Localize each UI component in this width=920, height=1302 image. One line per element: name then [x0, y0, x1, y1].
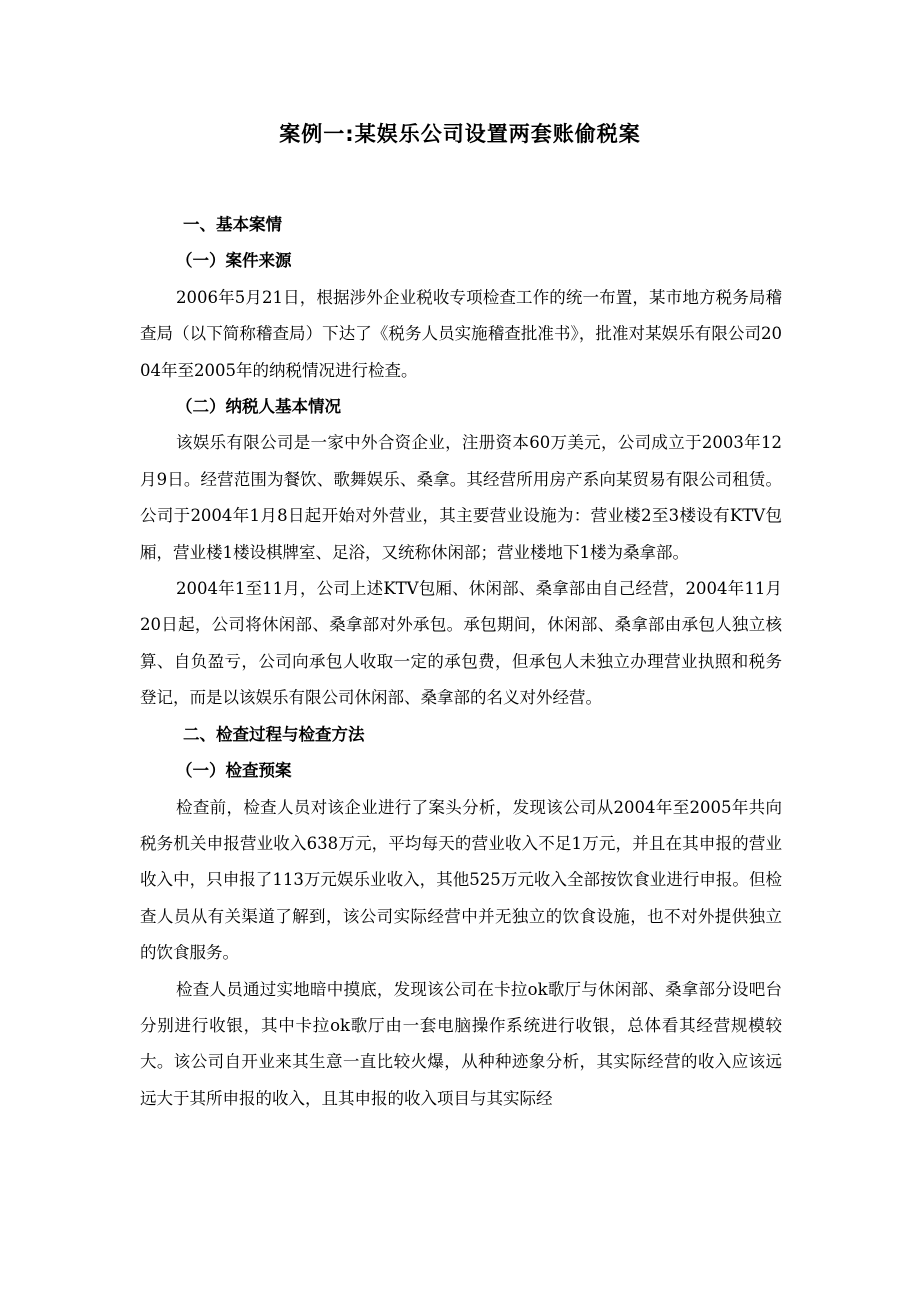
- subsection-heading-inspection-plan: （一）检查预案: [176, 761, 292, 781]
- paragraph-taxpayer-info-2: 2004年1至11月，公司上述KTV包厢、休闲部、桑拿部由自己经营，2004年11月20日起，公司将休闲部、桑拿部对外承包。承包期间，休闲部、桑拿部由承包人独立核算、自负盈亏，公司向承包人收取一定的承包费，但承包人未独立办理营业执照和税务登记，而是以该娱乐有限公司休闲部、桑拿部的名义对外经营。: [140, 579, 782, 708]
- section-heading-inspection-process: 二、检查过程与检查方法: [183, 724, 365, 744]
- document-body: [140, 207, 782, 1117]
- paragraph-taxpayer-info-1: 该娱乐有限公司是一家中外合资企业，注册资本60万美元，公司成立于2003年12月9日。经营范围为餐饮、歌舞娱乐、桑拿。其经营所用房产系向某贸易有限公司租赁。公司于2004年1月8日起开始对外营业，其主要营业设施为：营业楼2至3楼设有KTV包厢，营业楼1楼设棋牌室、足浴，又统称休闲部；营业楼地下1楼为桑拿部。: [140, 433, 782, 562]
- paragraph-inspection-plan-2: 检查人员通过实地暗中摸底，发现该公司在卡拉ok歌厅与休闲部、桑拿部分设吧台分别进行收银，其中卡拉ok歌厅由一套电脑操作系统进行收银，总体看其经营规模较大。该公司自开业来其生意一直比较火爆，从种种迹象分析，其实际经营的收入应该远远大于其所申报的收入，且其申报的收入项目与其实际经: [140, 979, 782, 1108]
- subsection-heading-case-source: （一）案件来源: [176, 251, 292, 271]
- section-heading-basic-case: 一、基本案情: [183, 215, 282, 234]
- document-title: 案例一:某娱乐公司设置两套账偷税案: [279, 122, 641, 146]
- subsection-heading-taxpayer-info: （二）纳税人基本情况: [176, 397, 341, 417]
- paragraph-inspection-plan-1: 检查前，检查人员对该企业进行了案头分析，发现该公司从2004年至2005年共向税务机关申报营业收入638万元，平均每天的营业收入不足1万元，并且在其申报的营业收入中，只申报了113万元娱乐业收入，其他525万元收入全部按饮食业进行申报。但检查人员从有关渠道了解到，该公司实际经营中并无独立的饮食设施，也不对外提供独立的饮食服务。: [140, 797, 782, 963]
- paragraph-case-source: 2006年5月21日，根据涉外企业税收专项检查工作的统一布置，某市地方税务局稽查局（以下简称稽查局）下达了《税务人员实施稽查批准书》，批准对某娱乐有限公司2004年至2005年的纳税情况进行检查。: [140, 287, 782, 380]
